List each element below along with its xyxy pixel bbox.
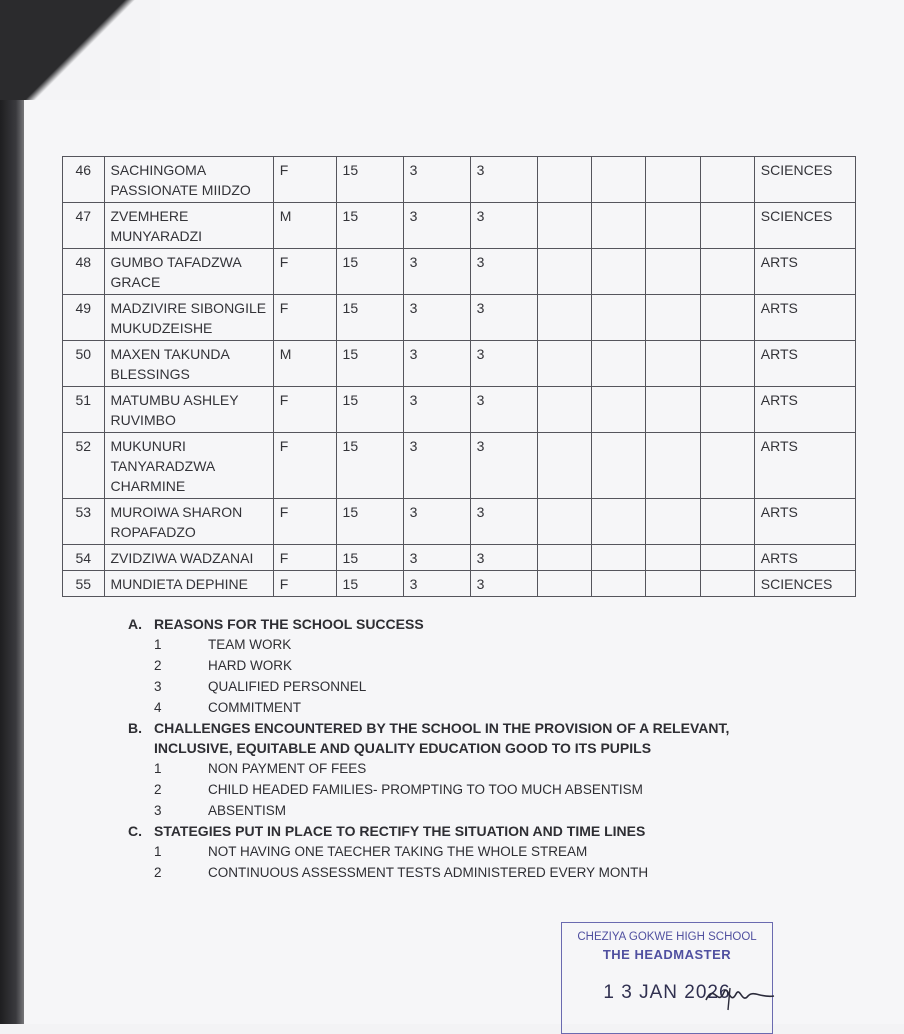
student-name-cell: MADZIVIRE SIBONGILE MUKUDZEISHE [104, 295, 273, 341]
stream-cell: ARTS [754, 387, 855, 433]
empty-cell [537, 545, 591, 571]
list-item-number: 1 [154, 637, 162, 652]
empty-cell [700, 545, 754, 571]
score-cell-2: 3 [403, 341, 470, 387]
empty-cell [700, 571, 754, 597]
score-cell-3: 3 [470, 249, 537, 295]
score-cell-3: 3 [470, 499, 537, 545]
row-number-cell: 47 [63, 203, 105, 249]
section-heading [128, 718, 808, 758]
row-number-cell: 54 [63, 545, 105, 571]
section-heading [128, 821, 808, 841]
empty-cell [591, 387, 645, 433]
stamp-school-name: CHEZIYA GOKWE HIGH SCHOOL [577, 931, 757, 943]
section-letter: B. [128, 720, 142, 736]
empty-cell [591, 341, 645, 387]
row-number-cell: 48 [63, 249, 105, 295]
empty-cell [591, 433, 645, 499]
empty-cell [646, 295, 700, 341]
empty-cell [537, 499, 591, 545]
table-row [63, 203, 856, 249]
folded-corner [0, 0, 160, 100]
empty-cell [537, 157, 591, 203]
list-item [128, 758, 808, 779]
score-cell-2: 3 [403, 545, 470, 571]
list-item-number: 1 [154, 761, 162, 776]
table-row [63, 571, 856, 597]
student-name-cell: MAXEN TAKUNDA BLESSINGS [104, 341, 273, 387]
list-item [128, 779, 808, 800]
empty-cell [646, 387, 700, 433]
list-item-number: 2 [154, 658, 162, 673]
sex-cell: F [273, 499, 336, 545]
list-item-text: ABSENTISM [208, 803, 287, 818]
list-item-text: HARD WORK [208, 658, 292, 673]
score-cell-2: 3 [403, 249, 470, 295]
score-cell-3: 3 [470, 341, 537, 387]
list-item [128, 655, 808, 676]
sex-cell: F [273, 387, 336, 433]
empty-cell [646, 157, 700, 203]
row-number-cell: 53 [63, 499, 105, 545]
list-item [128, 800, 808, 821]
score-cell-3: 3 [470, 203, 537, 249]
empty-cell [646, 249, 700, 295]
score-cell-1: 15 [336, 295, 403, 341]
empty-cell [646, 499, 700, 545]
section-title: REASONS FOR THE SCHOOL SUCCESS [154, 616, 424, 632]
empty-cell [591, 571, 645, 597]
student-name-cell: MATUMBU ASHLEY RUVIMBO [104, 387, 273, 433]
score-cell-1: 15 [336, 499, 403, 545]
score-cell-3: 3 [470, 545, 537, 571]
empty-cell [591, 157, 645, 203]
empty-cell [537, 203, 591, 249]
score-cell-2: 3 [403, 499, 470, 545]
empty-cell [700, 203, 754, 249]
empty-cell [537, 387, 591, 433]
list-item-number: 3 [154, 679, 162, 694]
empty-cell [591, 203, 645, 249]
table-row [63, 433, 856, 499]
empty-cell [700, 295, 754, 341]
table-row [63, 157, 856, 203]
student-table-body [63, 157, 856, 597]
sex-cell: F [273, 249, 336, 295]
list-item-text: CONTINUOUS ASSESSMENT TESTS ADMINISTERED EVERY MONTH [208, 865, 649, 880]
empty-cell [646, 341, 700, 387]
student-name-cell: ZVIDZIWA WADZANAI [104, 545, 273, 571]
section-letter: C. [128, 823, 142, 839]
score-cell-3: 3 [470, 157, 537, 203]
empty-cell [700, 499, 754, 545]
row-number-cell: 51 [63, 387, 105, 433]
student-name-cell: SACHINGOMA PASSIONATE MIIDZO [104, 157, 273, 203]
stream-cell: ARTS [754, 295, 855, 341]
score-cell-2: 3 [403, 571, 470, 597]
score-cell-1: 15 [336, 433, 403, 499]
score-cell-2: 3 [403, 157, 470, 203]
empty-cell [646, 203, 700, 249]
sex-cell: F [273, 295, 336, 341]
student-table [62, 156, 856, 597]
sex-cell: M [273, 203, 336, 249]
empty-cell [537, 433, 591, 499]
list-item-number: 3 [154, 803, 162, 818]
score-cell-1: 15 [336, 203, 403, 249]
stream-cell: SCIENCES [754, 571, 855, 597]
score-cell-2: 3 [403, 295, 470, 341]
empty-cell [537, 571, 591, 597]
student-name-cell: MUROIWA SHARON ROPAFADZO [104, 499, 273, 545]
score-cell-1: 15 [336, 157, 403, 203]
section-title: STATEGIES PUT IN PLACE TO RECTIFY THE SITUATION AND TIME LINES [154, 823, 646, 839]
score-cell-1: 15 [336, 341, 403, 387]
table-row [63, 249, 856, 295]
sex-cell: F [273, 157, 336, 203]
score-cell-3: 3 [470, 571, 537, 597]
score-cell-1: 15 [336, 571, 403, 597]
stream-cell: ARTS [754, 249, 855, 295]
list-item-text: COMMITMENT [208, 700, 301, 715]
list-item [128, 697, 808, 718]
score-cell-3: 3 [470, 433, 537, 499]
stream-cell: ARTS [754, 341, 855, 387]
score-cell-2: 3 [403, 433, 470, 499]
list-item-text: QUALIFIED PERSONNEL [208, 679, 367, 694]
report-sections [128, 614, 808, 883]
empty-cell [646, 545, 700, 571]
empty-cell [591, 499, 645, 545]
list-item-number: 2 [154, 782, 162, 797]
empty-cell [700, 387, 754, 433]
score-cell-1: 15 [336, 545, 403, 571]
row-number-cell: 46 [63, 157, 105, 203]
score-cell-1: 15 [336, 249, 403, 295]
stamp-role: THE HEADMASTER [602, 947, 732, 962]
empty-cell [646, 571, 700, 597]
sex-cell: F [273, 433, 336, 499]
score-cell-2: 3 [403, 387, 470, 433]
empty-cell [537, 249, 591, 295]
student-name-cell: MUNDIETA DEPHINE [104, 571, 273, 597]
stamp-date: 1 3 JAN 2026 [603, 982, 731, 1003]
list-item-text: CHILD HEADED FAMILIES- PROMPTING TO TOO MUCH ABSENTISM [208, 782, 643, 797]
empty-cell [700, 341, 754, 387]
stream-cell: SCIENCES [754, 157, 855, 203]
empty-cell [700, 249, 754, 295]
row-number-cell: 55 [63, 571, 105, 597]
signature [700, 978, 780, 1018]
table-row [63, 545, 856, 571]
student-name-cell: GUMBO TAFADZWA GRACE [104, 249, 273, 295]
student-name-cell: MUKUNURI TANYARADZWA CHARMINE [104, 433, 273, 499]
score-cell-3: 3 [470, 295, 537, 341]
list-item [128, 634, 808, 655]
empty-cell [537, 341, 591, 387]
list-item-text: TEAM WORK [208, 637, 292, 652]
list-item-number: 4 [154, 700, 162, 715]
sex-cell: F [273, 571, 336, 597]
score-cell-1: 15 [336, 387, 403, 433]
list-item-number: 1 [154, 844, 162, 859]
section-letter: A. [128, 616, 142, 632]
row-number-cell: 52 [63, 433, 105, 499]
empty-cell [591, 545, 645, 571]
table-row [63, 387, 856, 433]
stream-cell: ARTS [754, 433, 855, 499]
empty-cell [700, 433, 754, 499]
empty-cell [591, 249, 645, 295]
list-item-text: NON PAYMENT OF FEES [208, 761, 367, 776]
student-name-cell: ZVEMHERE MUNYARADZI [104, 203, 273, 249]
sex-cell: M [273, 341, 336, 387]
score-cell-2: 3 [403, 203, 470, 249]
list-item [128, 676, 808, 697]
stream-cell: SCIENCES [754, 203, 855, 249]
empty-cell [646, 433, 700, 499]
list-item-number: 2 [154, 865, 162, 880]
stream-cell: ARTS [754, 545, 855, 571]
list-item-text: NOT HAVING ONE TAECHER TAKING THE WHOLE STREAM [208, 844, 588, 859]
empty-cell [700, 157, 754, 203]
section-heading [128, 614, 808, 634]
table-row [63, 295, 856, 341]
list-item [128, 841, 808, 862]
score-cell-3: 3 [470, 387, 537, 433]
stream-cell: ARTS [754, 499, 855, 545]
table-row [63, 341, 856, 387]
table-row [63, 499, 856, 545]
row-number-cell: 49 [63, 295, 105, 341]
section-title: CHALLENGES ENCOUNTERED BY THE SCHOOL IN THE PROVISION OF A RELEVANT, INCLUSIVE, EQUITABLE AND QUALITY EDUCATION GOOD TO ITS PUPILS [154, 720, 730, 756]
list-item [128, 862, 808, 883]
row-number-cell: 50 [63, 341, 105, 387]
empty-cell [537, 295, 591, 341]
sex-cell: F [273, 545, 336, 571]
empty-cell [591, 295, 645, 341]
